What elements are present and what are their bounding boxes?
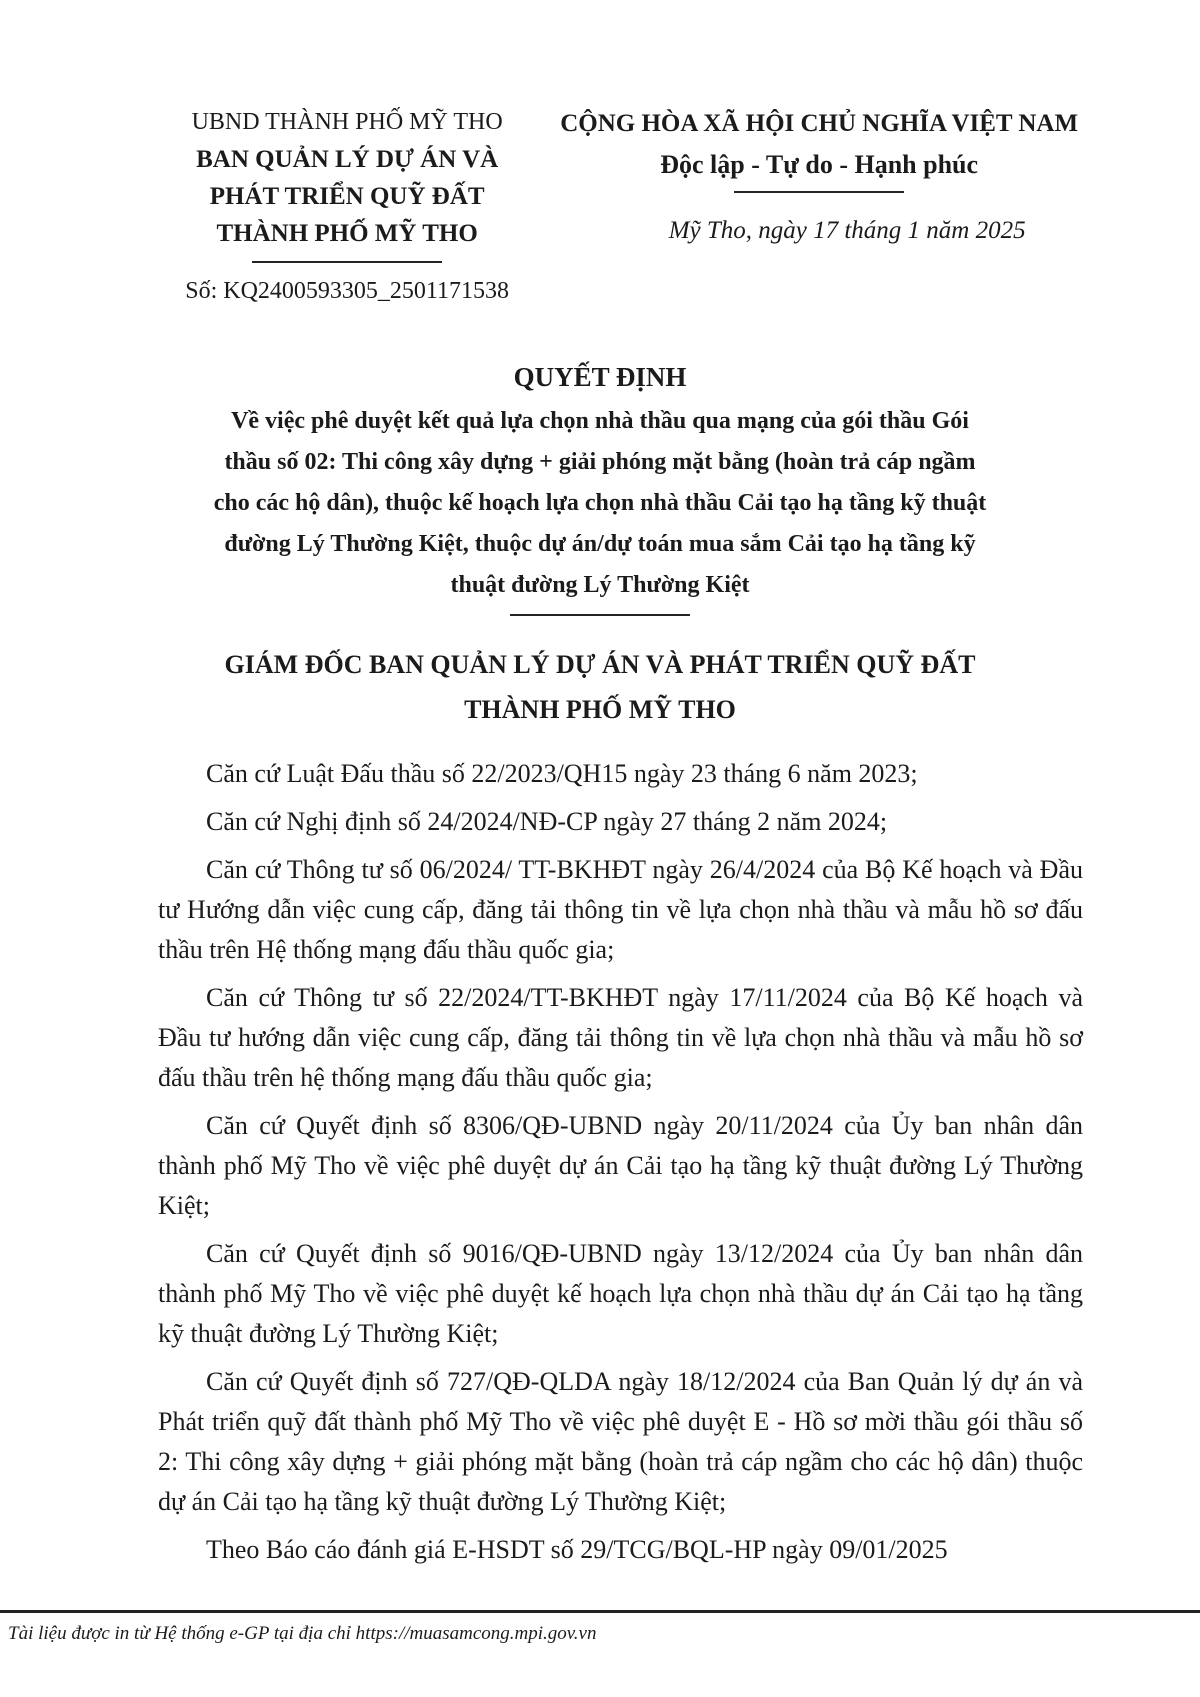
national-header-block — [546, 104, 1092, 307]
decision-title: QUYẾT ĐỊNH — [513, 362, 687, 392]
org-name-line3: THÀNH PHỐ MỸ THO — [216, 220, 478, 247]
subtitle-line: thầu số 02: Thi công xây dựng + giải phóng mặt bằng (hoàn trả cáp ngầm — [224, 449, 976, 475]
report-reference-paragraph: Theo Báo cáo đánh giá E-HSDT số 29/TCG/BQL-HP ngày 09/01/2025 — [206, 1535, 948, 1564]
legal-basis-paragraph: Căn cứ Nghị định số 24/2024/NĐ-CP ngày 27 tháng 2 năm 2024; — [206, 807, 888, 836]
legal-basis-paragraph: Căn cứ Quyết định số 727/QĐ-QLDA ngày 18/12/2024 của Ban Quản lý dự án và Phát triển quỹ đất thành phố Mỹ Tho về việc phê duyệt E - Hồ sơ mời thầu gói thầu số 2: Thi công xây dựng + giải phóng mặt bằng (hoàn trả cáp ngầm cho các hộ dân) thuộc dự án Cải tạo hạ tầng kỹ thuật đường Lý Thường Kiệt; — [158, 1367, 1083, 1516]
org-underline — [252, 261, 442, 263]
legal-basis-paragraph: Căn cứ Luật Đấu thầu số 22/2023/QH15 ngày 23 tháng 6 năm 2023; — [206, 759, 918, 788]
legal-basis-paragraph: Căn cứ Quyết định số 8306/QĐ-UBND ngày 20/11/2024 của Ủy ban nhân dân thành phố Mỹ Tho về việc phê duyệt dự án Cải tạo hạ tầng kỹ thuật đường Lý Thường Kiệt; — [158, 1111, 1083, 1220]
decision-subtitle — [78, 401, 1122, 606]
org-name-line2: PHÁT TRIỂN QUỸ ĐẤT — [209, 183, 485, 210]
country-name: CỘNG HÒA XÃ HỘI CHỦ NGHĨA VIỆT NAM — [560, 110, 1079, 137]
subtitle-line: cho các hộ dân), thuộc kế hoạch lựa chọn nhà thầu Cải tạo hạ tầng kỹ thuật — [213, 490, 987, 516]
subtitle-line: Về việc phê duyệt kết quả lựa chọn nhà thầu qua mạng của gói thầu Gói — [231, 408, 969, 434]
document-body — [158, 754, 1083, 1570]
footer-print-note: Tài liệu được in từ Hệ thống e-GP tại địa chỉ https://muasamcong.mpi.gov.vn — [8, 1623, 597, 1644]
legal-basis-paragraph: Căn cứ Thông tư số 22/2024/TT-BKHĐT ngày 17/11/2024 của Bộ Kế hoạch và Đầu tư hướng dẫn việc cung cấp, đăng tải thông tin về lựa chọn nhà thầu và mẫu hồ sơ đấu thầu trên hệ thống mạng đấu thầu quốc gia; — [158, 983, 1083, 1092]
parent-org-name: UBND THÀNH PHỐ MỸ THO — [191, 109, 503, 135]
org-name-line1: BAN QUẢN LÝ DỰ ÁN VÀ — [196, 146, 499, 173]
subtitle-line: thuật đường Lý Thường Kiệt — [450, 572, 750, 598]
document-header — [0, 0, 1200, 307]
legal-basis-paragraph: Căn cứ Thông tư số 06/2024/ TT-BKHĐT ngày 26/4/2024 của Bộ Kế hoạch và Đầu tư Hướng dẫn việc cung cấp, đăng tải thông tin về lựa chọn nhà thầu và mẫu hồ sơ đấu thầu trên Hệ thống mạng đấu thầu quốc gia; — [158, 855, 1083, 964]
authority-line1: GIÁM ĐỐC BAN QUẢN LÝ DỰ ÁN VÀ PHÁT TRIỂN QUỸ ĐẤT — [224, 650, 976, 679]
legal-basis-paragraph: Căn cứ Quyết định số 9016/QĐ-UBND ngày 13/12/2024 của Ủy ban nhân dân thành phố Mỹ Tho về việc phê duyệt kế hoạch lựa chọn nhà thầu dự án Cải tạo hạ tầng kỹ thuật đường Lý Thường Kiệt; — [158, 1239, 1083, 1348]
motto-underline — [734, 191, 904, 193]
subtitle-line: đường Lý Thường Kiệt, thuộc dự án/dự toán mua sắm Cải tạo hạ tầng kỹ — [224, 531, 976, 557]
footer-divider — [0, 1610, 1200, 1613]
subtitle-underline — [510, 614, 690, 616]
place-date-line: Mỹ Tho, ngày 17 tháng 1 năm 2025 — [668, 217, 1026, 244]
signing-authority-heading — [0, 642, 1200, 732]
issuing-org-block — [148, 104, 546, 307]
authority-line2: THÀNH PHỐ MỸ THO — [464, 695, 736, 724]
national-motto: Độc lập - Tự do - Hạnh phúc — [660, 150, 979, 179]
document-number: Số: KQ2400593305_2501171538 — [185, 278, 510, 304]
